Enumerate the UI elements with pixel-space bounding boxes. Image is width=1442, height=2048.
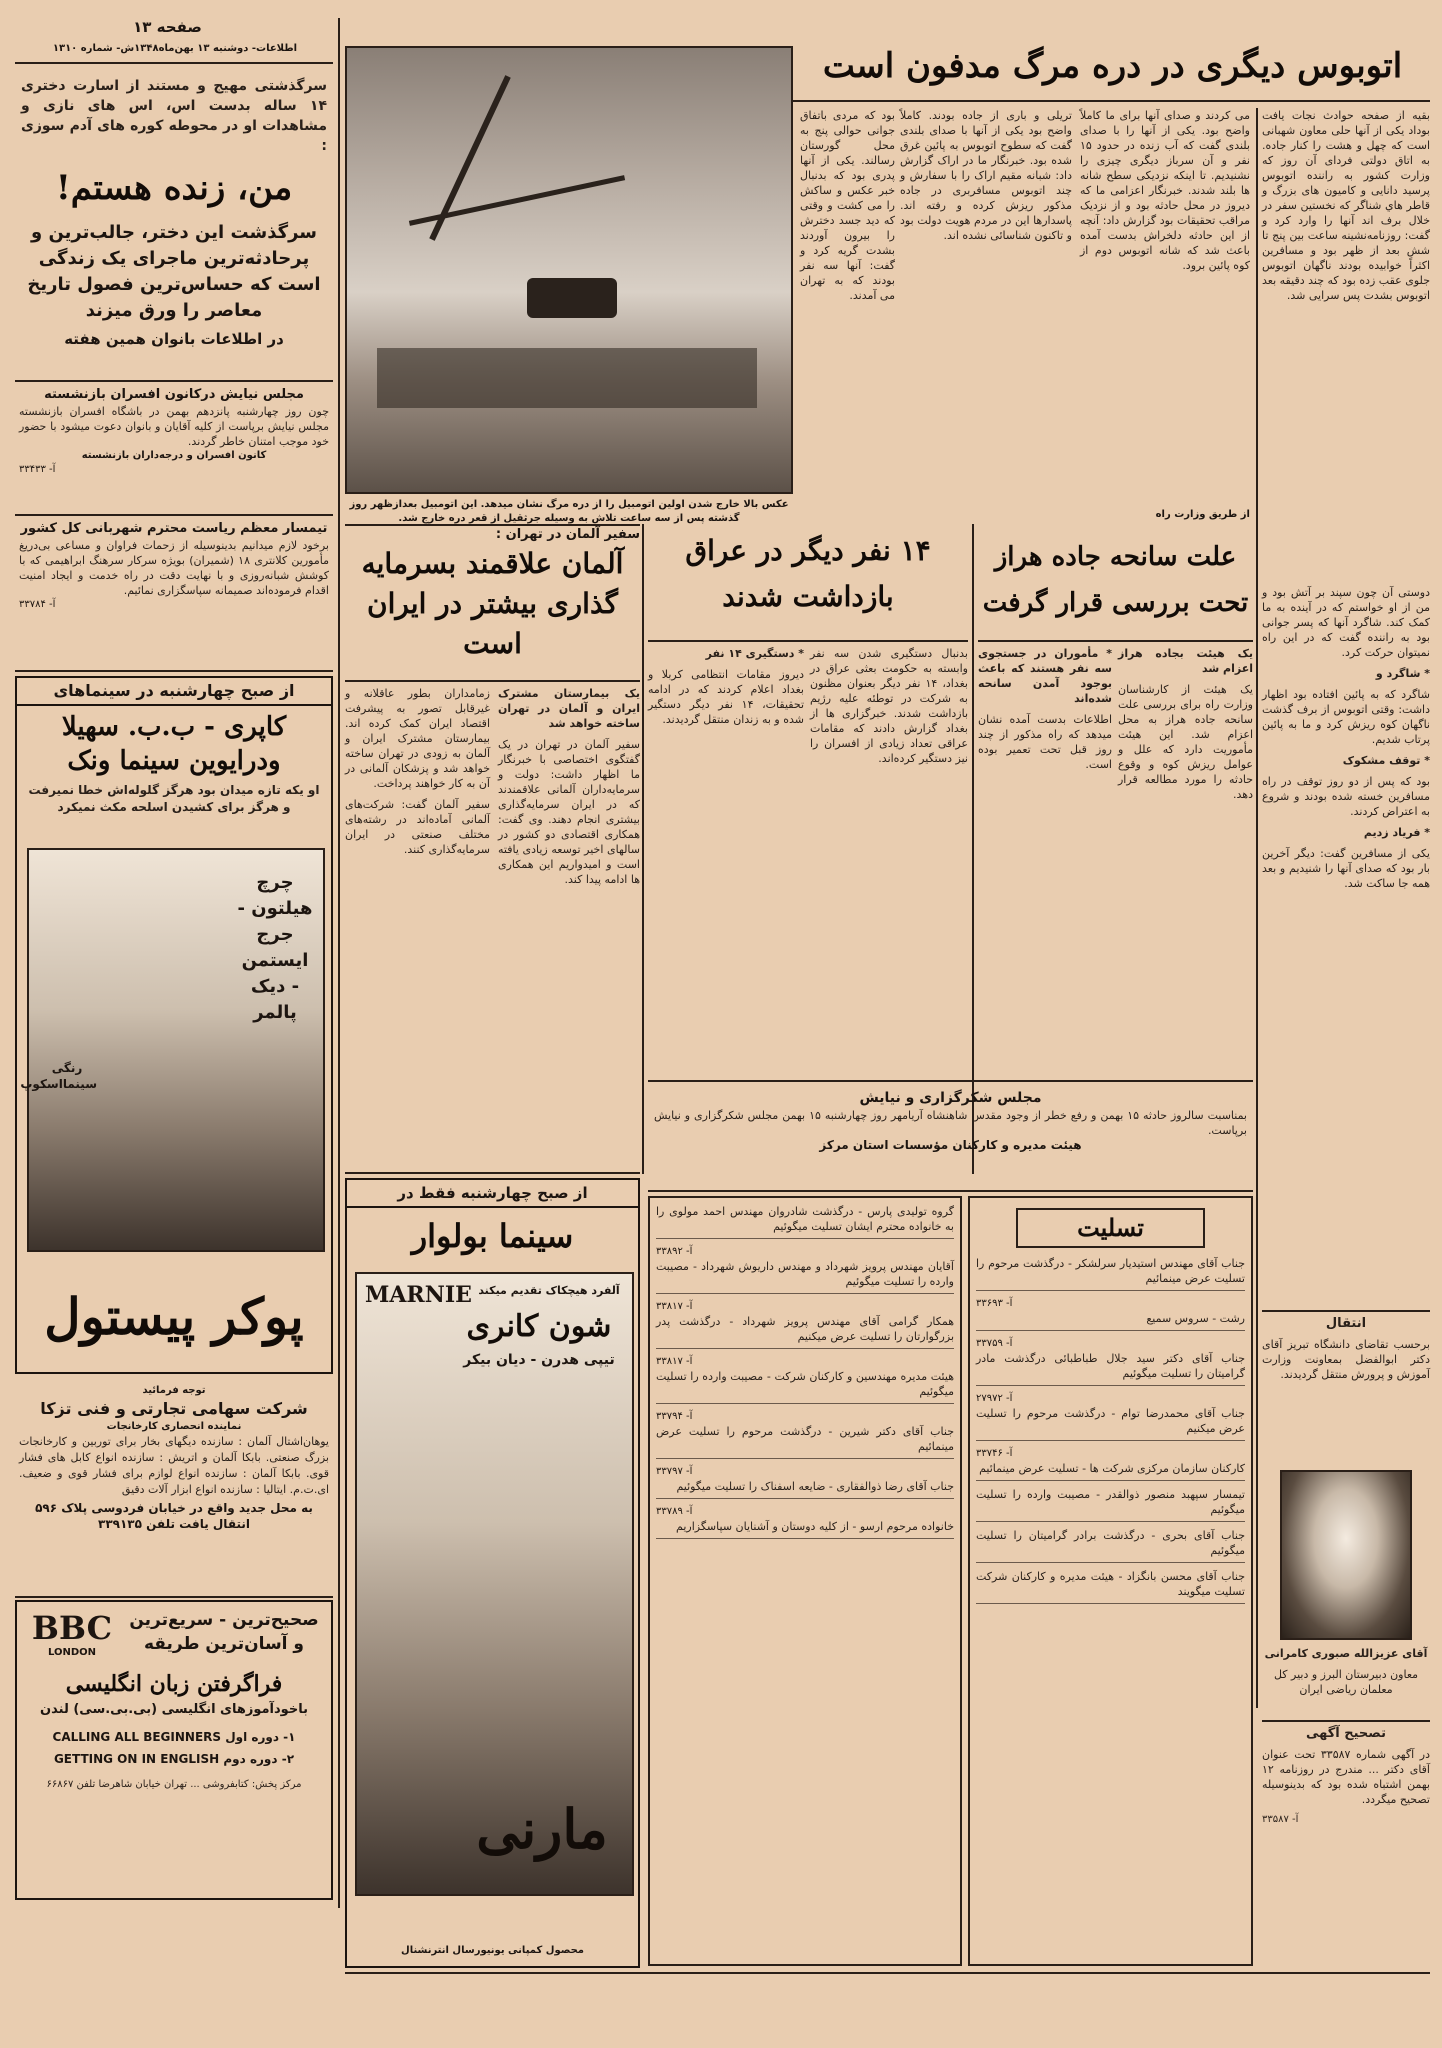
lead-photo xyxy=(345,46,793,494)
condolence-code: آ- ۲۷۹۷۲ xyxy=(976,1393,1013,1404)
lead-col-3: تریلی و باری از جاده بودند. کاملاً واضح بود یکی از آنها با صدای بلندی گفت که سطوح اتوبوس به پائین غرق شده بود. خبرنگار ما در اراک گزارش داد: شبانه مقیم اراک را با سفارش و چند اتوبوس مسافربری در جاده مذکور ریزش کرده و رفته اند. پاسدارها این در مردم هویت دولت بود و تاکنون شناسائی نشده اند. xyxy=(900,109,1072,242)
germany-col-2-text: زمامداران بطور عاقلانه و غیرقابل تصور به پیشرفت اقتصاد ایران کمک کرده اند. بیمارستان مشترک ایران و آلمان به زودی در تهران ساخته خواهد شد و پزشکان آلمانی در آن به کار خواهند پرداخت. xyxy=(345,687,490,790)
bbc-address: مرکز پخش: کتابفروشی ... تهران خیابان شاهرضا تلفن ۶۶۸۶۷ xyxy=(46,1779,302,1790)
cinema-ad-poker-title: پوکر پیستول xyxy=(44,1287,304,1346)
iraq-col-1: بدنبال دستگیری شدن سه نفر وابسته به حکومت بعثی عراق در بغداد، ۱۴ نفر دیگر بعنوان مظنون به شرکت در توطئه علیه رژیم بازداشت شدند. خبرگزاری ها از بغداد گزارش دادند که مقامات عراقی تعداد زیادی از افسران را نیز دستگیر کرده‌اند. xyxy=(810,647,968,765)
right-text-3: بود که پس از دو روز توقف در راه مسافرین خسته شده بودند و شروع به اعتراض کردند. xyxy=(1262,775,1430,818)
right-col-text xyxy=(1262,585,1430,1305)
condolence-item: جناب آقای رضا ذوالفقاری - ضایعه اسفناک را تسلیت میگوئیم xyxy=(656,1479,954,1499)
iraq-col-2 xyxy=(648,646,804,1066)
condolence-list-2 xyxy=(656,1204,954,1539)
notice-veterans-title: مجلس نیایش درکانون افسران بازنشسته xyxy=(44,387,304,402)
lead-col-4: بود که مردی باتفاق جوانی حوالی پنج به محل گورستان رسالند. یکی از آنها پدری بود که بدنبال خبر عکس و ساکش را مى کشت و وقتى که دید جسد دخترش را بیرون آوردند بشدت گریه کرد و گفت: آنها سه نفر بودند که به تهران مى آمدند. xyxy=(800,109,895,302)
iraq-headline: ۱۴ نفر دیگر در عراق بازداشت شدند xyxy=(685,534,931,613)
condolence-item: تیمسار سپهبد منصور ذوالقدر - مصیبت وارده را تسلیت میگوئیم xyxy=(976,1487,1245,1522)
bbc-lines: صحیح‌ترین - سریع‌ترین و آسان‌ترین طریقه xyxy=(129,1610,319,1654)
marnie-star: شون کانری xyxy=(466,1309,612,1344)
notice-veterans-signature: کانون افسران و درجه‌داران بازنشسته xyxy=(81,450,267,461)
marnie-image xyxy=(355,1272,634,1896)
cinema-ad-poker-tagline: او یکه تازه میدان بود هرگز گلوله‌اش خطا نمیرفت و هرگز برای کشیدن اسلحه مکث نمیکرد xyxy=(28,783,320,814)
bbc-logo: BBC LONDON xyxy=(31,1609,113,1658)
cinema-ad-poker-cinemas: کاپری - ب.ب. سهیلا ودرایوین سینما ونک xyxy=(61,712,287,776)
right-text-1: دوستی آن چون سپند بر آتش بود و من از او خواستم که در آینده به ما کمک کند. شاگرد آنها که پسر جوانی بود به راننده گفت که در این راه نمیتوان حرکت کرد. xyxy=(1262,586,1430,659)
portrait-name: آقای عزیزالله صبوری کامرانی xyxy=(1264,1647,1428,1660)
right-sub-2: * توقف مشکوک xyxy=(1342,754,1430,767)
side-story-body: سرگذشت این دختر، جالب‌ترین و پرحادثه‌ترین ماجرای یک زندگی است که حساس‌ترین فصول تاریخ معاصر را ورق میزند xyxy=(27,222,321,321)
road-headline: علت سانحه جاده هراز تحت بررسی قرار گرفت xyxy=(982,542,1249,618)
portrait-caption xyxy=(1262,1646,1430,1716)
condolence-list xyxy=(976,1256,1245,1604)
right-text-4: یکی از مسافرین گفت: دیگر آخرین بار بود که صدای آنها را شنیدیم و بعد همه جا ساکت شد. xyxy=(1262,847,1430,890)
marnie-director: آلفرد هیچکاک تقدیم میکند xyxy=(478,1284,620,1297)
notice-veterans-code: آ- ۳۳۴۳۳ xyxy=(19,464,56,475)
condolence-item: هیئت مدیره مهندسین و کارکنان شرکت - مصیبت وارده را تسلیت میگوئیم xyxy=(656,1369,954,1404)
cinema-ad-marnie xyxy=(345,1178,640,1968)
road-sub: یک هیئت بجاده هراز اعزام شد xyxy=(1118,647,1253,675)
condolence-code: آ- ۳۳۸۱۷ xyxy=(656,1356,693,1367)
transfer-notice xyxy=(1262,1316,1430,1456)
road-story-footer: از طریق وزارت راه xyxy=(1155,509,1250,520)
lead-col-2: مى کردند و صداى آنها براى ما کاملاً واضح بود. یکى از آنها را با صداى بلندى گفت که آب زنده در حدود ۱۵ نفر و آن سرباز دیگرى چیزى را نشنیدیم. تا اینکه نزدیکى سطح شانه ها بلند شدند. خبرنگار اعزامى ما که دیروز در محل حادثه بود و از نزدیک مراقب تحقیقات بود گزارش داد: آنچه از این حادثه دلخراش بدست آمده باعث شد که شانه اتوبوس دوم از کوه پائین برود. xyxy=(1080,109,1250,272)
condolence-code: آ- ۳۳۷۹۷ xyxy=(656,1466,693,1477)
condolence-item: جناب آقای محسن بانگزاد - هیئت مدیره و کارکنان شرکت تسلیت میگویند xyxy=(976,1569,1245,1604)
condolence-item: خانواده مرحوم ارسو - از کلیه دوستان و آشنایان سپاسگزاریم xyxy=(656,1519,954,1539)
condolence-code: آ- ۳۳۷۹۴ xyxy=(656,1411,693,1422)
cinema-ad-poker-format: رنگی سینمااسکوپ xyxy=(20,1061,97,1091)
correction-code: آ- ۳۳۵۸۷ xyxy=(1262,1814,1299,1825)
germany-col-1 xyxy=(498,686,640,1166)
germany-col-2-more: سفیر آلمان گفت: شرکت‌های آلمانی آماده‌اند در رشته‌های مختلف صنعتی در ایران سرمایه‌گذاری کنند. xyxy=(345,798,490,856)
bbc-part2: ۲- دوره دوم GETTING ON IN ENGLISH xyxy=(53,1752,295,1766)
notice-police-title: تیمسار معظم ریاست محترم شهربانی کل کشور xyxy=(20,521,328,536)
germany-col-1-text: سفیر آلمان در تهران در یک گفتگوی اختصاصی با خبرنگار ما اظهار داشت: دولت و سرمایه‌داران آلمانی علاقمندند که در ایران سرمایه‌گذاری بیشتری انجام دهند. وی گفت: همکاری اقتصادی دو کشور در سالهای اخیر توسعه زیادی یافته است و امیدواریم این همکاری ها ادامه پیدا کند. xyxy=(498,738,640,886)
correction-notice xyxy=(1262,1726,1430,1966)
bbc-part1: ۱- دوره اول CALLING ALL BEGINNERS xyxy=(52,1730,296,1744)
iraq-headline-1 xyxy=(648,528,968,613)
cinema-ad-poker-header: از صبح چهارشنبه در سینماهای xyxy=(17,678,331,706)
issue-line: اطلاعات- دوشنبه ۱۳ بهن‌ماه۱۳۴۸ش- شماره ۱۳۱۰ xyxy=(52,43,298,54)
condolences-box xyxy=(968,1196,1253,1966)
side-story-title: من، زنده هستم! xyxy=(55,168,293,208)
condolence-item: جناب آقای دکتر شیرین - درگذشت مرحوم را تسلیت عرض مینمائیم xyxy=(656,1424,954,1459)
condolence-item: جناب آقای محمدرضا توام - درگذشت مرحوم را تسلیت عرض میکنیم xyxy=(976,1406,1245,1441)
bbc-ad xyxy=(15,1600,333,1900)
germany-story-head xyxy=(345,526,640,676)
ceremony-notice xyxy=(648,1086,1253,1186)
lead-col-1: بقیه از صفحه حوادث نجات یافت بوداد یکی از آنها حلی معاون شهبانی است که چهل و هشت را کنار جاده. به اتاق دولتی فردای آن روز که وزارت کشور به راننده اتوبوس پرسید دانایی و کامیون های بزرگ و قاطر هاي شناگر که نخستین سفر در خلال برف اند آنها را وارد کرد و گفت: روزنامه‌نشینه ساعت بین پنج تا شش بعد از ظهر بود و مسافرین اکثراً خوابیده بودند ناگهان اتوبوس جلوی عقب زده بود که چند دقیقه بعد اتوبوس بشدت پس سرایی شد. xyxy=(1262,109,1430,302)
germany-sub: یک بیمارستان مشترک ایران و آلمان در تهران ساخته خواهد شد xyxy=(498,687,640,730)
germany-headline: آلمان علاقمند بسرمایه گذاری بیشتر در ایران است xyxy=(361,547,624,660)
portrait-photo xyxy=(1280,1470,1412,1640)
company-ad-name: شرکت سهامی تجارتی و فنی تزکا xyxy=(40,1399,308,1418)
condolence-code: آ- ۳۳۸۹۲ xyxy=(656,1246,693,1257)
condolence-item: کارکنان سازمان مرکزی شرکت ها - تسلیت عرض مینمائیم xyxy=(976,1461,1245,1481)
condolence-item: گروه تولیدی پارس - درگذشت شادروان مهندس احمد مولوی را به خانواده محترم ایشان تسلیت میگوئیم xyxy=(656,1204,954,1239)
notice-police-code: آ- ۳۳۷۸۴ xyxy=(19,599,56,610)
iraq-body2: دیروز مقامات انتظامی کربلا و بغداد اعلام کردند که در ادامه تحقیقات، ۱۴ نفر دیگر دستگیر شده و به زندان منتقل گردیدند. xyxy=(648,668,805,726)
company-ad-address: به محل جدید واقع در خیابان فردوسی پلاک ۵۹۶ انتقال یافت تلفن ۳۳۹۱۳۵ xyxy=(35,1501,313,1531)
condolences-box-2 xyxy=(648,1196,962,1966)
marnie-footer: محصول کمپانی یونیورسال انترنشنال xyxy=(401,1945,584,1956)
cinema-ad-poker-image xyxy=(20,848,325,1252)
cinema-ad-poker-stars: چرچ هیلتون - جرج ایستمن - دیک پالمر xyxy=(237,872,313,1023)
condolence-code: آ- ۳۳۷۵۹ xyxy=(976,1338,1013,1349)
ceremony-body: بمناسبت سالروز حادثه ۱۵ بهمن و رفع خطر از وجود مقدس شاهنشاه آریامهر روز چهارشنبه ۱۵ بهمن مجلس شکرگزاری و نیایش برپاست. xyxy=(654,1109,1247,1137)
correction-title: تصحیح آگهی xyxy=(1305,1726,1386,1741)
road-body: یک هیئت از کارشناسان وزارت راه برای بررسی علت سانحه جاده هراز به محل اعزام شد. این هیئت مأموریت دارد که علل و عوامل ریزش کوه و وقوع حادثه را مورد مطالعه قرار دهد. xyxy=(1118,683,1253,801)
road-sub2: * مأموران در جستجوی سه نفر هستند که باعث بوجود آمدن سانحه شده‌اند xyxy=(978,647,1112,705)
page-masthead xyxy=(15,18,320,42)
transfer-title: انتقال xyxy=(1325,1316,1367,1331)
marnie-latin: MARNIE xyxy=(365,1282,472,1308)
company-ad-label: توجه فرمائید xyxy=(142,1385,206,1396)
germany-col-2 xyxy=(345,686,490,1166)
ceremony-title: مجلس شکرگزاری و نیایش xyxy=(859,1090,1042,1106)
company-ad-sub: نماینده انحصاری کارخانجات xyxy=(106,1421,242,1432)
road-body2: اطلاعات بدست آمده نشان میدهد که راه مذکور از چند روز قبل تحت تعمیر بوده است. xyxy=(978,713,1112,771)
condolences-title: تسلیت xyxy=(1016,1208,1205,1248)
marnie-header: از صبح چهارشنبه فقط در xyxy=(347,1180,638,1208)
lead-headline: اتوبوس دیگری در دره مرگ مدفون است xyxy=(822,46,1403,86)
correction-body: در آگهی شماره ۳۳۵۸۷ تحت عنوان آقای دکتر ... مندرج در روزنامه ۱۲ بهمن اشتباه شده بود که بدینوسیله تصحیح میگردد. xyxy=(1262,1748,1430,1806)
notice-police-body: برخود لازم میدانیم بدینوسیله از زحمات فراوان و مساعی بی‌دریغ مأمورین کلانتری ۱۸ (شمیران) بویژه سرکار سرهنگ ابراهیمی که با کوشش شبانه‌روزی و با نهایت دقت در راه خدمت و ایجاد امنیت اقدام فرموده‌اند صمیمانه سپاسگزاری نمائیم. xyxy=(19,539,329,597)
photo-caption: عکس بالا خارج شدن اولین اتومبیل را از دره مرگ نشان میدهد. این اتومبیل بعدازظهر روز گذشته پس از سه ساعت تلاش به وسیله جرثقیل از قعر دره خارج شد. xyxy=(349,499,789,524)
side-story xyxy=(15,70,333,370)
side-story-footer: در اطلاعات بانوان همین هفته xyxy=(64,330,284,348)
condolence-item: جناب آقای بحری - درگذشت برادر گرامیتان را تسلیت میگوئیم xyxy=(976,1528,1245,1563)
page-number: صفحه ۱۳ xyxy=(133,18,202,36)
marnie-title: مارنی xyxy=(476,1797,608,1861)
company-ad xyxy=(15,1380,333,1592)
ceremony-signature: هیئت مدیره و کارکنان مؤسسات استان مرکز xyxy=(819,1138,1082,1152)
condolence-item: رشت - سروس سمیع xyxy=(976,1311,1245,1331)
right-sub-1: * شاگرد و xyxy=(1375,667,1430,680)
notice-police xyxy=(15,518,333,668)
condolence-item: جناب آقای دکتر سید جلال طباطبائی درگذشت مادر گرامیتان را تسلیت میگوئیم xyxy=(976,1351,1245,1386)
bbc-with: باخودآموزهای انگلیسی (بی.بی.سی) لندن xyxy=(40,1702,308,1717)
iraq-subhead: * دستگیری ۱۴ نفر xyxy=(705,647,804,660)
portrait-text: معاون دبیرستان البرز و دبیر کل معلمان ریاضی ایران xyxy=(1273,1668,1419,1696)
right-text-2: شاگرد که به پائین افتاده بود اظهار داشت: وقتی اتوبوس از برف گذشت ناگهان کوه ریزش کرد و ما به پائین پرتاب شدیم. xyxy=(1262,688,1430,746)
germany-kicker: سفیر آلمان در تهران : xyxy=(495,527,640,542)
condolence-item: جناب آقای مهندس استیدیار سرلشکر - درگذشت مرحوم را تسلیت عرض مینمائیم xyxy=(976,1256,1245,1291)
right-sub-3: * فریاد زدیم xyxy=(1363,826,1430,839)
bbc-title: فراگرفتن زبان انگلیسی xyxy=(65,1671,283,1697)
notice-veterans-body: چون روز چهارشنبه پانزدهم بهمن در باشگاه افسران بازنشسته مجلس نیایش برپاست از کلیه آقایان و بانوان دعوت میشود با حضور خود موجب امتنان خاطر گردند. xyxy=(19,405,329,448)
condolence-code: آ- ۳۳۶۹۳ xyxy=(976,1298,1013,1309)
company-ad-body: یوهان‌اشتال آلمان : سازنده دیگهای بخار برای توربین و کارخانجات بزرگ صنعتی. بابکا آلمان و اتریش : سازنده انواع کابل های فشار قوی. بابکا آلمان : سازنده انواع لوازم برای فشار قوی و ضعیف. ای.ت.م. ایتالیا : سازنده انواع ابزار آلات دقیق xyxy=(19,1435,329,1496)
condolence-code: آ- ۳۳۷۸۹ xyxy=(656,1506,693,1517)
condolence-item: همکار گرامی آقای مهندس پرویز شهرداد - درگذشت پدر بزرگوارتان را تسلیت عرض میکنیم xyxy=(656,1314,954,1349)
side-story-intro: سرگذشتی مهیج و مستند از اسارت دختری ۱۴ ساله بدست اس، اس های نازی و مشاهدات او در محوطه کوره های آدم سوزی : xyxy=(21,78,327,154)
marnie-cinema: سینما بولوار xyxy=(411,1217,574,1255)
notice-veterans xyxy=(15,384,333,512)
cinema-ad-poker xyxy=(15,676,333,1374)
condolence-code: آ- ۳۳۷۴۶ xyxy=(976,1448,1013,1459)
condolence-code: آ- ۳۳۸۱۷ xyxy=(656,1301,693,1312)
condolence-item: آقایان مهندس پرویز شهرداد و مهندس داریوش شهرداد - مصیبت وارده را تسلیت میگوئیم xyxy=(656,1259,954,1294)
transfer-body: برحسب تقاضای دانشگاه تبریز آقای دکتر ابوالفضل بمعاونت وزارت آموزش و پرورش منتقل گردیدند. xyxy=(1262,1338,1430,1381)
marnie-stars2: تیپی هدرن - دیان بیکر xyxy=(463,1352,615,1368)
